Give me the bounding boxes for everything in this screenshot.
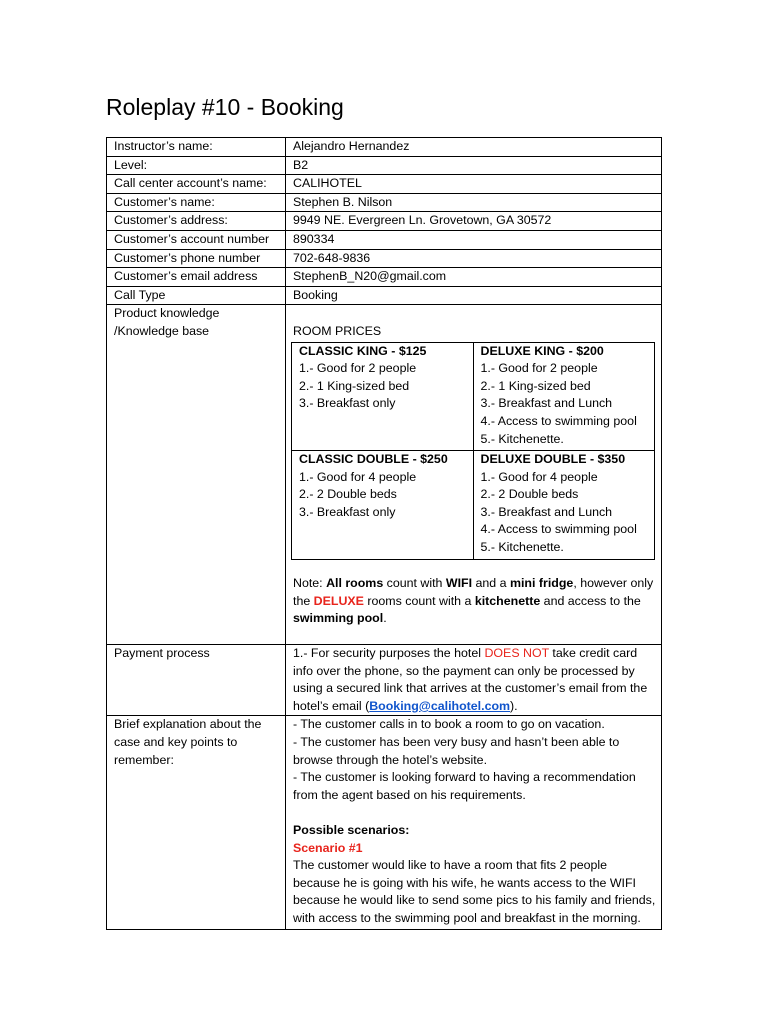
note-text: count with — [383, 576, 446, 591]
brief-explanation-content — [286, 716, 662, 929]
payment-text: 1.- For security purposes the hotel — [293, 646, 485, 661]
scenarios-heading: Possible scenarios: — [293, 822, 410, 837]
label-line: Product knowledge — [114, 306, 220, 321]
row-label: Customer’s phone number — [107, 249, 286, 268]
row-value: StephenB_N20@gmail.com — [286, 268, 662, 287]
row-label: Customer’s name: — [107, 193, 286, 212]
note-text: rooms count with a — [363, 593, 475, 608]
product-knowledge-row — [107, 305, 662, 645]
key-point: - The customer calls in to book a room to go on vacation. — [293, 717, 605, 732]
note-text: and a — [472, 576, 510, 591]
key-point: - The customer has been very busy and hasn’t been able to browse through the hotel’s website. — [293, 735, 620, 767]
payment-process-label: Payment process — [107, 645, 286, 716]
row-label: Customer’s email address — [107, 268, 286, 287]
room-prices-table — [291, 342, 655, 560]
rooms-note — [293, 575, 657, 628]
table-row — [107, 193, 662, 212]
room-feature: 2.- 2 Double beds — [480, 487, 579, 502]
row-label: Instructor’s name: — [107, 138, 286, 157]
room-feature: 1.- Good for 2 people — [480, 361, 598, 376]
scenario-title: Scenario #1 — [293, 840, 363, 855]
row-value: Alejandro Hernandez — [286, 138, 662, 157]
room-feature: 3.- Breakfast only — [299, 504, 396, 519]
room-feature: 3.- Breakfast and Lunch — [480, 504, 613, 519]
table-row — [107, 138, 662, 157]
spacer — [293, 305, 657, 323]
table-row — [107, 249, 662, 268]
room-cell — [292, 451, 474, 560]
product-knowledge-content — [286, 305, 662, 645]
row-value: Stephen B. Nilson — [286, 193, 662, 212]
roleplay-table — [106, 137, 662, 930]
row-value: Booking — [286, 286, 662, 305]
table-row — [107, 286, 662, 305]
room-prices-heading: ROOM PRICES — [293, 323, 382, 338]
row-label: Call Type — [107, 286, 286, 305]
spacer — [293, 804, 657, 822]
row-value: 890334 — [286, 230, 662, 249]
row-value: B2 — [286, 156, 662, 175]
row-label: Customer’s address: — [107, 212, 286, 231]
row-label: Call center account’s name: — [107, 175, 286, 194]
room-feature: 1.- Good for 4 people — [299, 469, 417, 484]
hotel-email-link[interactable]: Booking@calihotel.com — [369, 698, 511, 713]
table-row — [107, 175, 662, 194]
payment-text: ). — [510, 698, 518, 713]
room-name: CLASSIC KING - $125 — [299, 343, 427, 358]
payment-process-content — [286, 645, 662, 716]
room-row — [292, 342, 655, 451]
brief-explanation-label: Brief explanation about the case and key points to remember: — [107, 716, 286, 929]
room-name: CLASSIC DOUBLE - $250 — [299, 452, 448, 467]
note-text: . — [383, 611, 387, 626]
key-point: - The customer is looking forward to having a recommendation from the agent based on his requirements. — [293, 770, 636, 802]
note-bold: kitchenette — [474, 593, 541, 608]
room-feature: 2.- 2 Double beds — [299, 487, 397, 502]
room-feature: 4.- Access to swimming pool — [480, 413, 637, 428]
table-row — [107, 156, 662, 175]
row-value: CALIHOTEL — [286, 175, 662, 194]
row-label: Customer’s account number — [107, 230, 286, 249]
product-knowledge-label — [107, 305, 286, 645]
payment-highlight: DOES NOT — [484, 646, 549, 661]
room-feature: 2.- 1 King-sized bed — [299, 378, 410, 393]
row-value: 702-648-9836 — [286, 249, 662, 268]
room-cell — [473, 451, 655, 560]
row-value: 9949 NE. Evergreen Ln. Grovetown, GA 30572 — [286, 212, 662, 231]
table-row — [107, 268, 662, 287]
room-feature: 5.- Kitchenette. — [480, 540, 564, 555]
note-text: , however only the — [293, 576, 654, 608]
room-name: DELUXE KING - $200 — [480, 343, 604, 358]
label-line: /Knowledge base — [114, 323, 210, 338]
payment-text: take credit card info over the phone, so the payment can only be processed by using a secured link that arrives at the customer’s email from the hotel’s email ( — [293, 646, 648, 713]
row-label: Level: — [107, 156, 286, 175]
room-feature: 1.- Good for 2 people — [299, 361, 417, 376]
scenario-text: The customer would like to have a room that fits 2 people because he is going with his wife, he wants access to the WIFI because he would like to send some pics to his family and friends, with access to the swimming pool and breakfast in the morning. — [293, 858, 656, 925]
note-text: Note: — [293, 576, 327, 591]
room-row — [292, 451, 655, 560]
room-cell — [292, 342, 474, 451]
note-bold: WIFI — [445, 576, 473, 591]
table-row — [107, 212, 662, 231]
room-feature: 3.- Breakfast only — [299, 396, 396, 411]
note-bold: swimming pool — [293, 611, 384, 626]
room-feature: 2.- 1 King-sized bed — [480, 378, 591, 393]
note-bold: All rooms — [326, 576, 384, 591]
payment-process-row — [107, 645, 662, 716]
room-name: DELUXE DOUBLE - $350 — [480, 452, 626, 467]
brief-explanation-row — [107, 716, 662, 929]
document-title: Roleplay #10 - Booking — [106, 94, 344, 120]
room-feature: 3.- Breakfast and Lunch — [480, 396, 613, 411]
room-feature: 4.- Access to swimming pool — [480, 522, 637, 537]
room-cell — [473, 342, 655, 451]
room-feature: 1.- Good for 4 people — [480, 469, 598, 484]
note-text: and access to the — [540, 593, 641, 608]
note-highlight: DELUXE — [313, 593, 364, 608]
note-bold: mini fridge — [509, 576, 574, 591]
room-feature: 5.- Kitchenette. — [480, 431, 564, 446]
table-row — [107, 230, 662, 249]
